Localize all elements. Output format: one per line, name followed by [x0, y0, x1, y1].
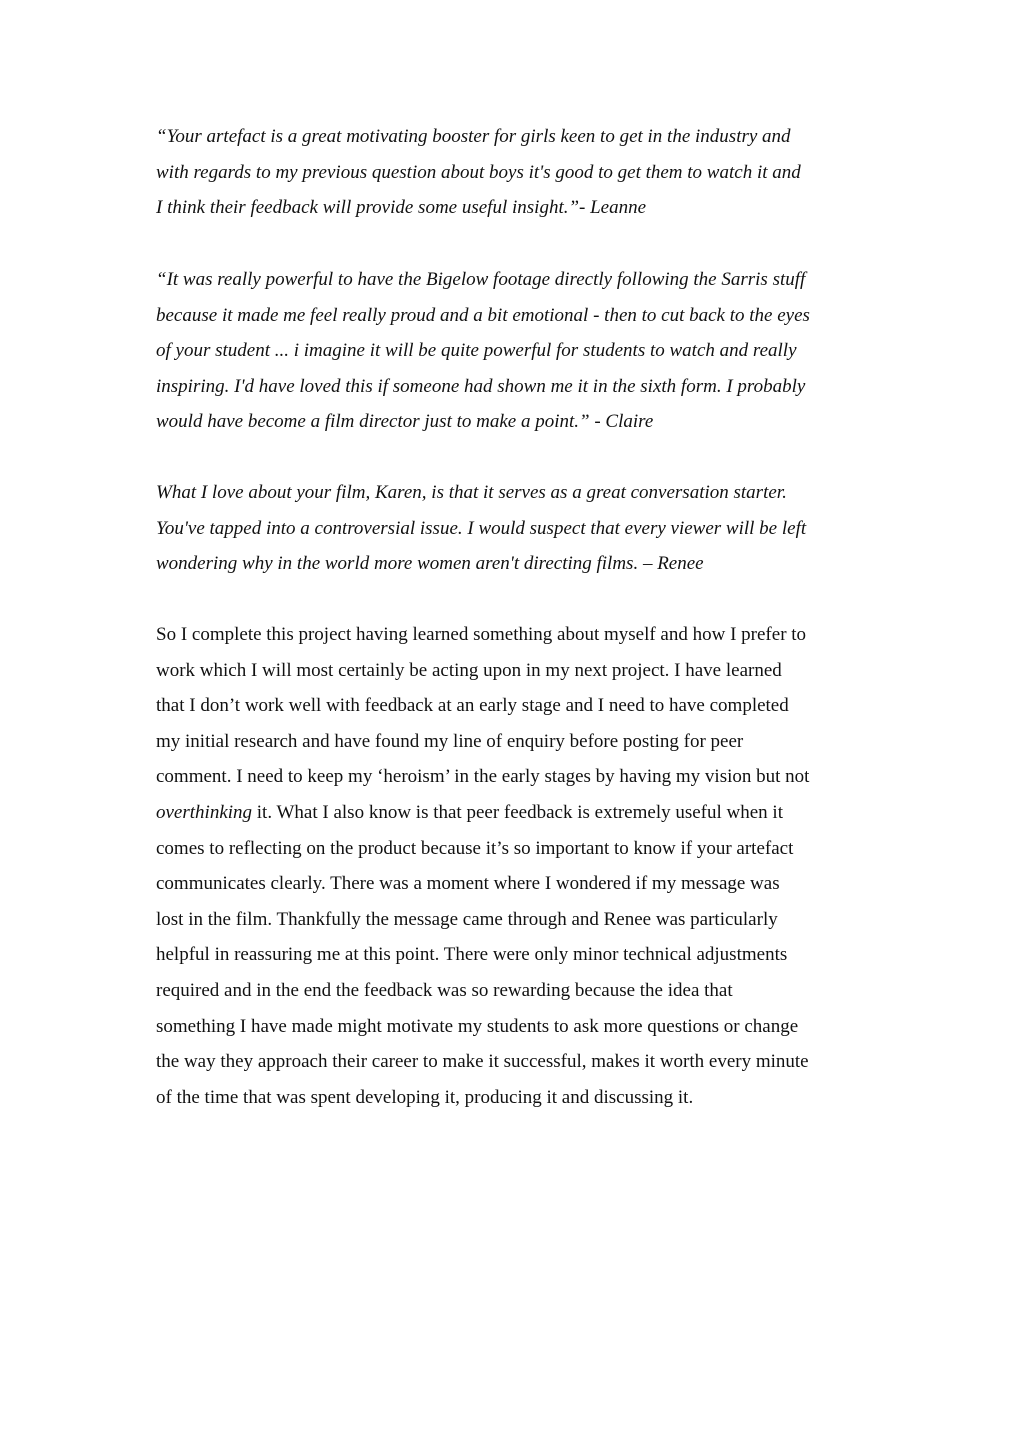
paragraph-line: comes to reflecting on the product because it’s so important to know if your artefact	[156, 837, 794, 859]
paragraph-line-rest: it. What I also know is that peer feedback is extremely useful when it	[252, 801, 783, 823]
quote-line: I think their feedback will provide some useful insight.”- Leanne	[156, 197, 647, 219]
paragraph-line: something I have made might motivate my students to ask more questions or change	[156, 1015, 799, 1037]
paragraph-line: the way they approach their career to make it successful, makes it worth every minute	[156, 1051, 809, 1073]
quote-leanne	[156, 119, 872, 226]
quote-line: of your student ... i imagine it will be quite powerful for students to watch and really	[156, 340, 797, 362]
quote-claire	[156, 262, 872, 440]
paragraph-line: So I complete this project having learned something about myself and how I prefer to	[156, 624, 807, 645]
quote-line: because it made me feel really proud and a bit emotional - then to cut back to the eyes	[156, 304, 810, 326]
quote-line: You've tapped into a controversial issue. I would suspect that every viewer will be left	[156, 517, 807, 539]
paragraph-line: required and in the end the feedback was so rewarding because the idea that	[156, 979, 733, 1001]
conclusion-paragraph	[156, 617, 872, 1115]
quote-line: “It was really powerful to have the Bigelow footage directly following the Sarris stuff	[156, 269, 806, 290]
quote-line: inspiring. I'd have loved this if someone had shown me it in the sixth form. I probably	[156, 375, 806, 397]
paragraph-line: communicates clearly. There was a moment where I wondered if my message was	[156, 873, 780, 895]
italic-word: overthinking	[156, 801, 253, 823]
quote-line: “Your artefact is a great motivating booster for girls keen to get in the industry and	[156, 126, 791, 147]
paragraph-line: work which I will most certainly be acting upon in my next project. I have learned	[156, 659, 782, 681]
paragraph-line: my initial research and have found my line of enquiry before posting for peer	[156, 730, 744, 752]
quote-line: would have become a film director just to make a point.” - Claire	[156, 411, 654, 433]
quote-line: What I love about your film, Karen, is that it serves as a great conversation starter.	[156, 482, 787, 503]
quote-line: with regards to my previous question about boys it's good to get them to watch it and	[156, 161, 801, 183]
paragraph-line: that I don’t work well with feedback at an early stage and I need to have completed	[156, 695, 789, 717]
paragraph-line: lost in the film. Thankfully the message came through and Renee was particularly	[156, 908, 778, 930]
paragraph-line: comment. I need to keep my ‘heroism’ in the early stages by having my vision but not	[156, 766, 810, 788]
quote-line: wondering why in the world more women aren't directing films. – Renee	[156, 553, 704, 575]
paragraph-line: helpful in reassuring me at this point. There were only minor technical adjustments	[156, 944, 788, 966]
paragraph-line	[156, 795, 872, 831]
paragraph-line: of the time that was spent developing it, producing it and discussing it.	[156, 1086, 694, 1108]
quote-renee	[156, 475, 872, 582]
